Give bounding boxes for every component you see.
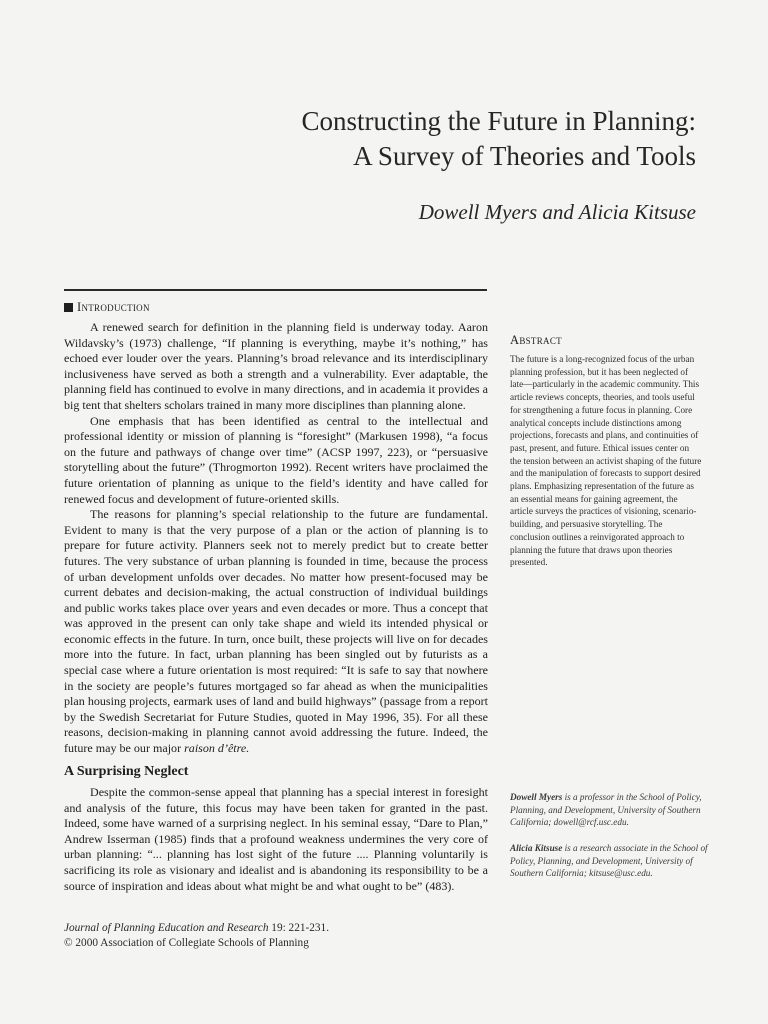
author-bio-kitsuse bbox=[510, 842, 710, 880]
bio-text: is a research associate in the School of Policy, Planning, and Development, University of Southern California; kitsuse@usc.edu. bbox=[510, 843, 708, 879]
article-title bbox=[302, 104, 696, 174]
author-bio-myers bbox=[510, 791, 710, 829]
abstract-heading: Abstract bbox=[510, 333, 562, 347]
journal-citation bbox=[64, 921, 329, 936]
raison-detre: raison d’être. bbox=[184, 741, 250, 756]
intro-paragraph-2: One emphasis that has been identified as central to the intellectual and professional identity or mission of planning is “foresight” (Markusen 1998), “a focus on the future and pathways of change over time” (ACSP 1997, 223), or “persuasive storytelling about the future” (Throgmorton 1992). Recent writers have proclaimed the future orientation of planning as unique to the field’s identity and have called for renewed focus and development of future-oriented skills. bbox=[64, 413, 488, 506]
introduction-body bbox=[64, 320, 488, 757]
section2-body bbox=[64, 785, 488, 894]
square-bullet-icon bbox=[64, 303, 73, 312]
bio-name: Alicia Kitsuse bbox=[510, 843, 563, 853]
title-line-2: A Survey of Theories and Tools bbox=[353, 141, 696, 171]
title-line-1: Constructing the Future in Planning: bbox=[301, 106, 696, 136]
journal-name: Journal of Planning Education and Research bbox=[64, 922, 269, 934]
author-names: Dowell Myers and Alicia Kitsuse bbox=[418, 200, 696, 224]
intro-paragraph-1: A renewed search for definition in the planning field is underway today. Aaron Wildavsky’s (1973) challenge, “If planning is everything, maybe it’s nothing,” has echoed ever louder over the years. Planning’s broad relevance and its interdisciplinary inclusiveness have served as both a strength and a vulnerability. Ever adaptable, the planning field has continued to evolve in many directions, and in academia it provides a big tent that shelters scholars trained in many more disciplines than planning alone. bbox=[64, 320, 488, 412]
bio-name: Dowell Myers bbox=[510, 792, 563, 802]
copyright-notice: © 2000 Association of Collegiate Schools of Planning bbox=[64, 937, 309, 949]
intro-paragraph-3-text: The reasons for planning’s special relationship to the future are fundamental. Evident to many is that the very purpose of a plan or the action of planning is to prepare for future activity. Planners seek not to merely predict but to create better futures. The very substance of urban planning is founded in time, because the process of urban development unfolds over decades. No matter how present-focused may be current debates and decision-making, the actual construction of individual buildings and public works takes place over years and even decades or more. Thus a concept that was approved in the present can only take shape and wield its intended physical or economic effects in the future. In turn, once built, these projects will live on for decades more into the future. In fact, urban planning has been singled out by futurists as a special case where a future orientation is most required: “It is safe to say that nowhere in the society are people’s futures mortgaged so far ahead as when the municipalities plan housing projects, earmark uses of land and build highways” (passage from a report by the Swedish Secretariat for Future Studies, quoted in May 1996, 35). For all these reasons, decision-making in planning cannot avoid addressing the future. Indeed, the future may be our major bbox=[64, 507, 488, 756]
abstract-text: The future is a long-recognized focus of the urban planning profession, but it has been neglected of late—particularly in the academic community. This article reviews concepts, theories, and tools useful for strengthening a future focus in planning. Core analytical concepts include distinctions among projections, forecasts and plans, and continuities of past, present, and future. Ethical issues center on the tension between an activist shaping of the future and the manipulation of forecasts to support desired plans. Emphasizing representation of the future as an essential means for gaining agreement, the article surveys the practices of visioning, scenario-building, and persuasive storytelling. The conclusion outlines a reinvigorated approach to planning the future that draws upon theories presented. bbox=[510, 354, 702, 568]
volume-pages: 19: 221-231. bbox=[268, 922, 330, 934]
intro-paragraph-3 bbox=[64, 507, 488, 757]
bio-text: is a professor in the School of Policy, Planning, and Development, University of Southern California; dowell@rcf.usc.edu. bbox=[510, 792, 702, 828]
section-heading-surprising-neglect: A Surprising Neglect bbox=[64, 764, 189, 779]
introduction-heading bbox=[64, 300, 150, 315]
section-divider bbox=[64, 289, 487, 291]
introduction-heading-label: Introduction bbox=[77, 300, 150, 314]
citation-footer bbox=[64, 921, 329, 951]
section2-paragraph: Despite the common-sense appeal that planning has a special interest in foresight and analysis of the future, this focus may have been taken for granted in the past. Indeed, some have warned of a surprising neglect. In his seminal essay, “Dare to Plan,” Andrew Isserman (1985) finds that a profound weakness undermines the very core of urban planning: “... planning has lost sight of the future .... Planning voluntarily is sacrificing its role as visionary and idealist and is abandoning its responsibility to be a source of inspiration and ideas about what might be and what ought to be” (483). bbox=[64, 785, 488, 893]
